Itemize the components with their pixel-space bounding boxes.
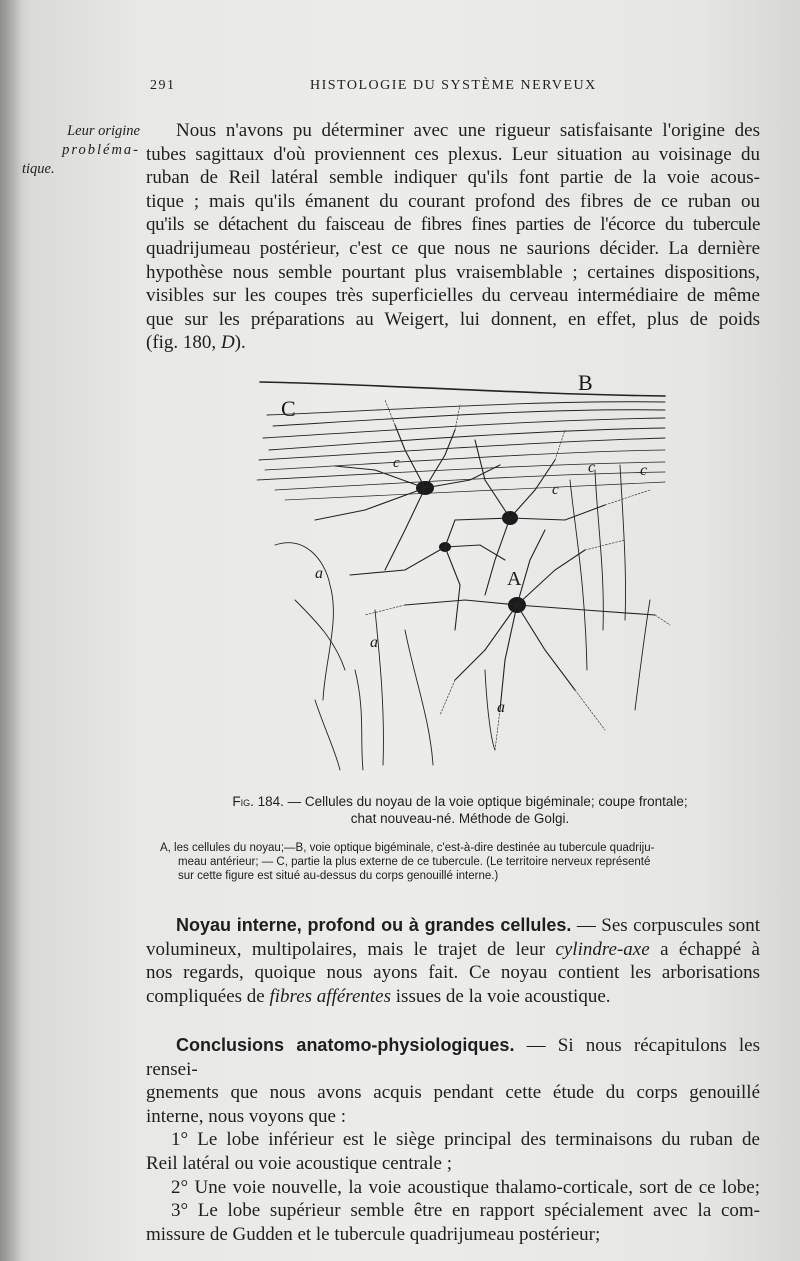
section-heading: Conclusions anatomo-physiologiques. <box>176 1035 515 1055</box>
figure-label-C: C <box>281 396 296 421</box>
fig-reference-letter: D <box>220 332 235 354</box>
list-item-continuation: missure de Gudden et le tubercule quadrijumeau postérieur; <box>146 1223 601 1245</box>
figure-label-A: A <box>507 568 522 590</box>
text-emphasis: fibres afférentes <box>269 985 392 1007</box>
text-span: volumineux, multipolaires, mais le trajet de leur <box>146 938 556 960</box>
figure-label-c: c <box>552 482 559 498</box>
text-line: hypothèse nous semble pourtant plus vraisemblable ; certaines dispositions, <box>146 261 760 283</box>
binding-shadow <box>0 0 22 1261</box>
text-span: a échappé à <box>649 938 760 960</box>
text-line <box>146 914 760 938</box>
list-item-continuation: Reil latéral ou voie acoustique centrale ; <box>146 1152 452 1174</box>
running-title: HISTOLOGIE DU SYSTÈME NERVEUX <box>310 78 597 93</box>
figure-label-a: a <box>315 565 323 582</box>
text-line: nos regards, quoique nous ayons fait. Ce noyau contient les arborisations <box>146 962 760 984</box>
text-line <box>146 985 760 1009</box>
margin-note <box>22 122 140 179</box>
text-line: qu'ils se détachent du faisceau de fibres fines parties de l'écorce du tubercule <box>146 214 760 236</box>
legend-line: sur cette figure est situé au-dessus du corps genouillé interne.) <box>178 869 499 882</box>
text-line: que sur les préparations au Weigert, lui donnent, en effet, plus de poids <box>146 308 760 330</box>
margin-note-line: Leur origine <box>67 123 140 139</box>
text-span: issues de la voie acoustique. <box>391 985 611 1007</box>
text-line: interne, nous voyons que : <box>146 1105 347 1127</box>
neuron-drawing <box>255 370 675 775</box>
legend-line: meau antérieur; — C, partie la plus externe de ce tubercule. (Le territoire nerveux représenté <box>178 855 651 868</box>
text-span: compliquées de <box>146 985 270 1007</box>
figure-legend <box>160 842 760 883</box>
caption-fig-number: Fig. 184. <box>232 794 284 809</box>
legend-line: A, les cellules du noyau;—B, voie optique bigéminale, c'est-à-dire destinée au tubercule quadriju- <box>160 842 655 854</box>
text-line: tubes sagittaux d'où proviennent ces plexus. Leur situation au voisinage du <box>146 143 760 165</box>
figure-label-c: c <box>588 459 596 476</box>
figure-label-a: a <box>370 634 378 651</box>
caption-text: — Cellules du noyau de la voie optique bigéminale; coupe frontale; <box>283 794 688 809</box>
figure-label-c: c <box>640 462 648 479</box>
text-line: visibles sur les coupes très superficielles du cerveau intermédiaire de même <box>146 285 760 307</box>
text-line <box>146 938 760 962</box>
list-item: 1° Le lobe inférieur est le siège principal des terminaisons du ruban de <box>171 1129 760 1151</box>
text-line: Nous n'avons pu déterminer avec une rigueur satisfaisante l'origine des <box>176 120 760 141</box>
text-emphasis: cylindre-axe <box>555 938 650 960</box>
figure-label-c: c <box>393 455 400 471</box>
text-line <box>146 331 760 355</box>
margin-note-line: probléma- <box>62 142 140 158</box>
list-item: 3° Le lobe supérieur semble être en rapport spécialement avec la com- <box>171 1200 760 1222</box>
text-span: — Si nous récapitulons les rensei- <box>146 1035 761 1080</box>
paragraph-conclusions <box>146 1034 760 1246</box>
figure-caption <box>160 793 760 827</box>
section-heading: Noyau interne, profond ou à grandes cellules. <box>176 915 572 935</box>
text-line <box>146 1034 760 1081</box>
page-number: 291 <box>150 78 176 93</box>
fig-reference-end: ). <box>234 332 246 354</box>
fig-reference: (fig. 180, <box>146 332 221 354</box>
page-header <box>150 78 760 102</box>
figure-label-a: a <box>497 699 505 716</box>
text-span: — Ses corpuscules sont <box>571 915 760 936</box>
text-line: tique ; mais qu'ils émanent du courant profond des fibres de ce ruban ou <box>146 190 760 212</box>
text-line: gnements que nous avons acquis pendant cette étude du corps genouillé <box>146 1082 760 1104</box>
caption-line <box>160 793 760 810</box>
text-line: ruban de Reil latéral semble indiquer qu'ils font partie de la voie acous- <box>146 167 760 189</box>
paragraph-noyau-interne <box>146 914 760 1008</box>
text-line: quadrijumeau postérieur, c'est ce que nous ne saurions décider. La dernière <box>146 237 760 259</box>
caption-line: chat nouveau-né. Méthode de Golgi. <box>350 811 570 826</box>
margin-note-line: tique. <box>22 161 55 177</box>
paragraph-origin <box>146 119 760 355</box>
figure-label-B: B <box>578 370 593 395</box>
figure-184-illustration <box>255 370 675 775</box>
list-item: 2° Une voie nouvelle, la voie acoustique thalamo-corticale, sort de ce lobe; <box>171 1176 760 1198</box>
